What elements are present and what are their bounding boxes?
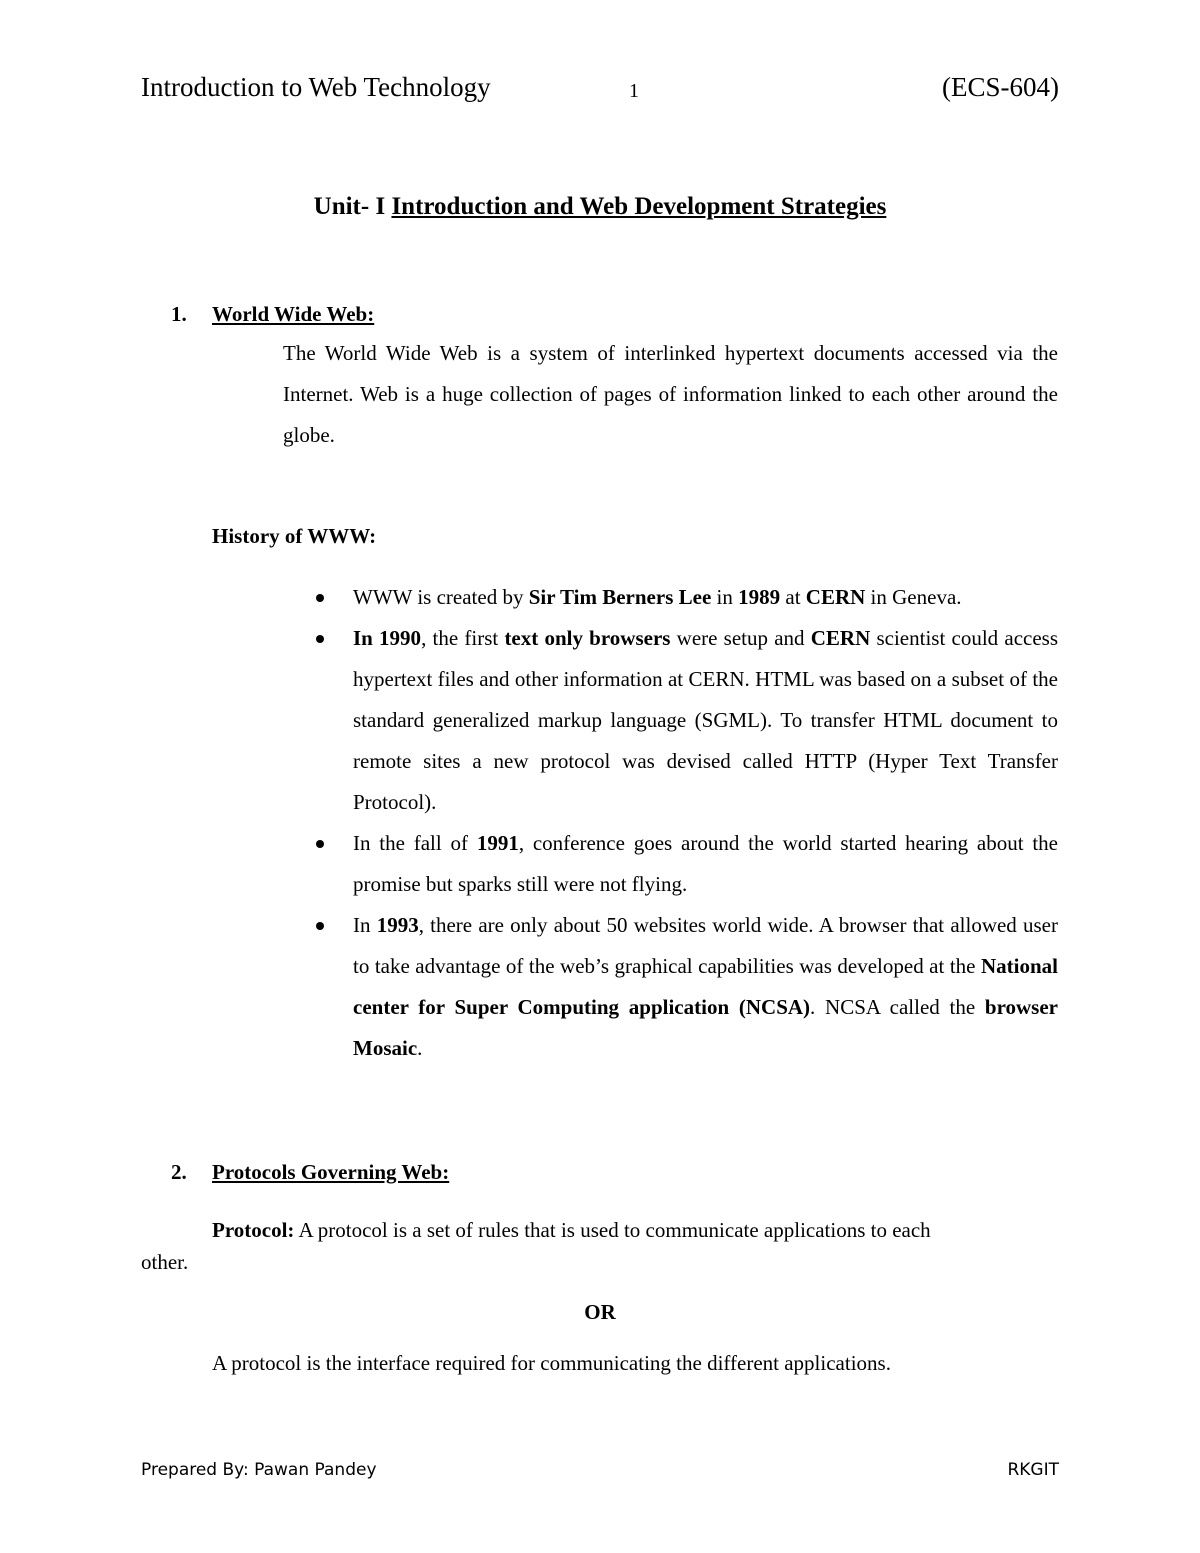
bullet-bold: 1989 xyxy=(738,585,781,609)
bullet-text: . xyxy=(417,1036,423,1060)
bullet-bold: 1991 xyxy=(476,831,519,855)
footer-institute: RKGIT xyxy=(1007,1460,1059,1480)
bullet-text: in Geneva. xyxy=(865,585,962,609)
history-heading: History of WWW: xyxy=(212,524,377,548)
bullet-bold: 1993 xyxy=(376,913,419,937)
bullet-text: , there are only about 50 websites world wide. A browser that allowed user to take advantage of the web’s graphical capabilities was developed at the xyxy=(353,913,1058,978)
bullet-text: scientist could access hypertext files and other information at CERN. HTML was based on a subset of the standard generalized markup language (SGML). To transfer HTML document to remote sites a new protocol was devised called HTTP (Hyper Text Transfer Protocol). xyxy=(353,626,1059,814)
bullet-text: , conference goes around the world started hearing about the promise but sparks still were not flying. xyxy=(353,831,1059,896)
protocol-label: Protocol: xyxy=(212,1218,295,1242)
bullet-bold: National center for Super Computing application (NCSA) xyxy=(353,954,1058,1019)
bullet-text: . NCSA called the xyxy=(810,995,985,1019)
protocol-text: A protocol is a set of rules that is used to communicate applications to each xyxy=(294,1218,931,1242)
bullet-text: In the fall of xyxy=(353,831,477,855)
header-course-code: (ECS-604) xyxy=(942,72,1059,102)
bullet-bold: browser Mosaic xyxy=(353,995,1058,1060)
history-bullet-1 xyxy=(353,577,1058,618)
header-course-title: Introduction to Web Technology xyxy=(141,72,491,102)
page-number: 1 xyxy=(629,80,639,102)
bullet-dot-icon xyxy=(316,840,324,848)
history-bullet-2 xyxy=(353,618,1058,823)
bullet-text: in xyxy=(711,585,739,609)
bullet-text: In xyxy=(353,913,377,937)
protocol-alt-definition: A protocol is the interface required for communicating the different applications. xyxy=(212,1351,891,1375)
bullet-text: at xyxy=(780,585,806,609)
title-main: Introduction and Web Development Strategies xyxy=(391,193,887,220)
bullet-text: , the first xyxy=(421,626,505,650)
bullet-bold: text only browsers xyxy=(504,626,671,650)
history-bullet-3 xyxy=(353,823,1058,905)
footer-author: Prepared By: Pawan Pandey xyxy=(141,1460,377,1480)
section-1-number: 1. xyxy=(171,302,187,326)
or-separator: OR xyxy=(584,1300,616,1324)
title-prefix: Unit- I xyxy=(313,193,392,220)
bullet-bold: In 1990 xyxy=(353,626,422,650)
section-2-heading: Protocols Governing Web: xyxy=(212,1160,450,1184)
bullet-dot-icon xyxy=(316,594,324,602)
section-2-number: 2. xyxy=(171,1160,187,1184)
bullet-dot-icon xyxy=(316,922,324,930)
bullet-bold: CERN xyxy=(810,626,871,650)
bullet-text: WWW is created by xyxy=(353,585,529,609)
history-bullet-4 xyxy=(353,905,1058,1069)
protocol-definition-line2: other. xyxy=(141,1250,189,1274)
bullet-bold: Sir Tim Berners Lee xyxy=(528,585,712,609)
page-title xyxy=(0,193,1200,221)
bullet-bold: CERN xyxy=(805,585,866,609)
bullet-text: were setup and xyxy=(670,626,811,650)
protocol-definition-line1 xyxy=(212,1218,931,1243)
bullet-dot-icon xyxy=(316,635,324,643)
section-1-paragraph: The World Wide Web is a system of interlinked hypertext documents accessed via the Internet. Web is a huge collection of pages of information linked to each other around the globe. xyxy=(283,341,1058,447)
history-bullet-list xyxy=(353,577,1058,1069)
section-1-heading: World Wide Web: xyxy=(212,302,375,326)
